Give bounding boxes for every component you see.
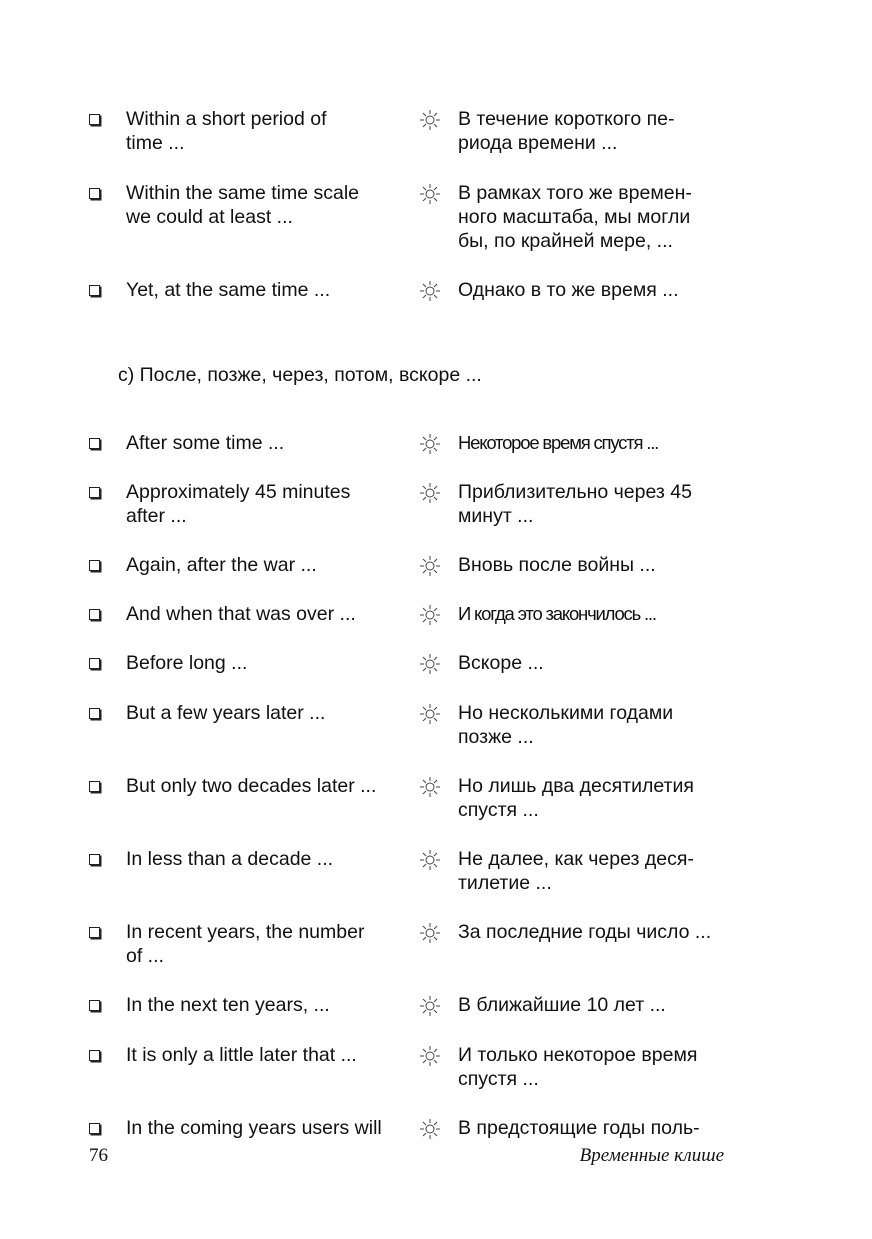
sun-bullet-icon [419,703,441,725]
english-phrase: Approximately 45 minutes after ... [126,481,351,527]
checkbox-bullet-icon [89,781,100,792]
russian-phrase: Не далее, как через деся- тилетие ... [458,848,694,894]
russian-phrase: И только некоторое время спустя ... [458,1044,698,1090]
checkbox-bullet-icon [89,1000,100,1011]
sun-bullet-icon [419,109,441,131]
russian-phrase: Однако в то же время ... [458,279,679,301]
sun-bullet-icon [419,604,441,626]
sun-bullet-icon [419,653,441,675]
checkbox-bullet-icon [89,188,100,199]
russian-phrase: В ближайшие 10 лет ... [458,994,666,1016]
sun-bullet-icon [419,849,441,871]
sun-bullet-icon [419,482,441,504]
sun-bullet-icon [419,995,441,1017]
sun-bullet-icon [419,922,441,944]
checkbox-bullet-icon [89,438,100,449]
english-phrase: In the coming years users will [126,1117,382,1139]
checkbox-bullet-icon [89,1050,100,1061]
english-phrase: Within the same time scale we could at least ... [126,182,360,228]
checkbox-bullet-icon [89,560,100,571]
russian-phrase: В предстоящие годы поль- [458,1117,700,1139]
english-phrase: Within a short period of time ... [126,108,327,154]
russian-phrase: Но несколькими годами позже ... [458,702,674,748]
russian-phrase: И когда это закончилось ... [458,603,656,624]
section-heading: с) После, позже, через, потом, вскоре ... [118,364,482,386]
checkbox-bullet-icon [89,927,100,938]
checkbox-bullet-icon [89,285,100,296]
checkbox-bullet-icon [89,1123,100,1134]
russian-phrase: Но лишь два десятилетия спустя ... [458,775,694,821]
english-phrase: After some time ... [126,432,285,454]
russian-phrase: В рамках того же времен- ного масштаба, мы могли бы, по крайней мере, ... [458,182,692,252]
english-phrase: And when that was over ... [126,603,356,625]
english-phrase: Again, after the war ... [126,554,317,576]
english-phrase: In the next ten years, ... [126,994,330,1016]
english-phrase: Before long ... [126,652,248,674]
english-phrase: It is only a little later that ... [126,1044,357,1066]
running-title: Временные клише [579,1145,724,1166]
sun-bullet-icon [419,433,441,455]
english-phrase: But only two decades later ... [126,775,377,797]
sun-bullet-icon [419,1045,441,1067]
english-phrase: In less than a decade ... [126,848,334,870]
checkbox-bullet-icon [89,114,100,125]
russian-phrase: Некоторое время спустя ... [458,432,659,453]
sun-bullet-icon [419,280,441,302]
checkbox-bullet-icon [89,708,100,719]
russian-phrase: Вновь после войны ... [458,554,656,576]
checkbox-bullet-icon [89,658,100,669]
page-number: 76 [89,1145,108,1166]
russian-phrase: Вскоре ... [458,652,544,674]
russian-phrase: За последние годы число ... [458,921,712,943]
english-phrase: But a few years later ... [126,702,326,724]
russian-phrase: Приблизительно через 45 минут ... [458,481,692,527]
checkbox-bullet-icon [89,487,100,498]
english-phrase: Yet, at the same time ... [126,279,331,301]
sun-bullet-icon [419,183,441,205]
english-phrase: In recent years, the number of ... [126,921,365,967]
sun-bullet-icon [419,1118,441,1140]
sun-bullet-icon [419,555,441,577]
checkbox-bullet-icon [89,609,100,620]
russian-phrase: В течение короткого пе- риода времени ... [458,108,675,154]
checkbox-bullet-icon [89,854,100,865]
sun-bullet-icon [419,776,441,798]
